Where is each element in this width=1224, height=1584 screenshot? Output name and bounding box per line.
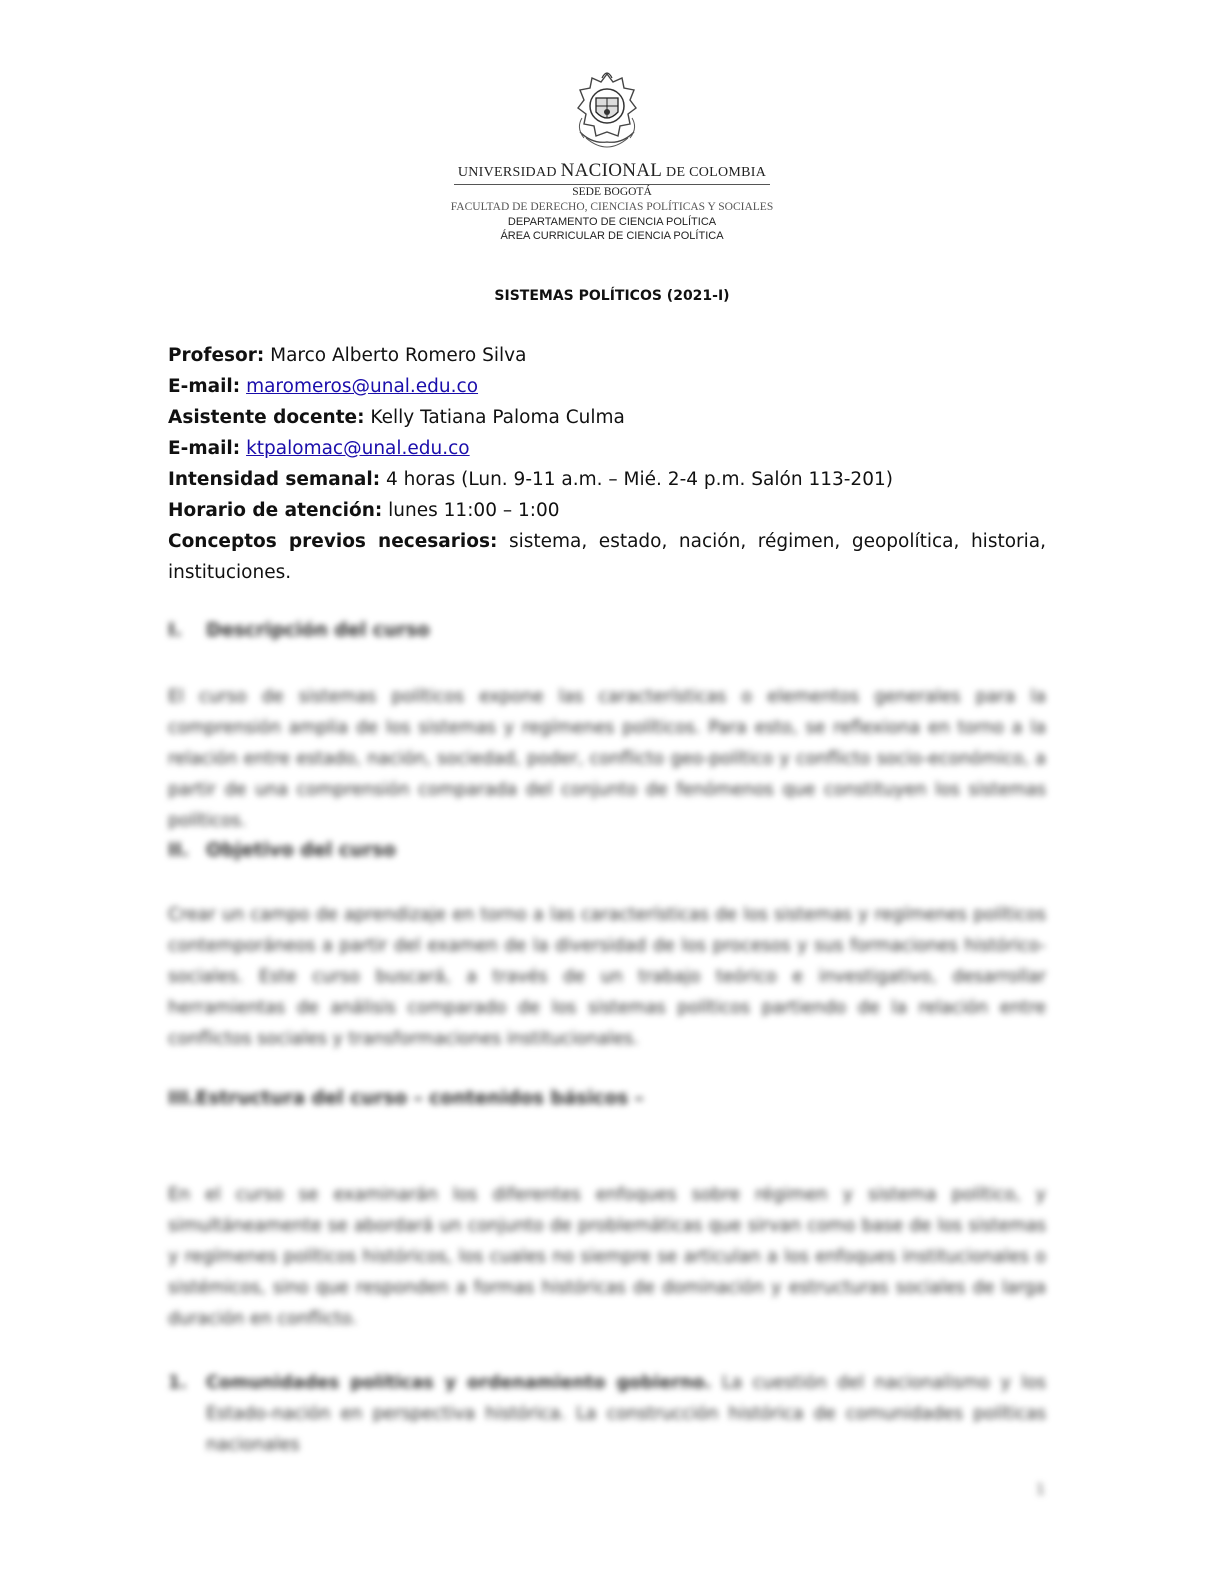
section-1-number: I. [168, 620, 182, 641]
university-prefix: UNIVERSIDAD [457, 165, 557, 180]
email1-label: E-mail: [168, 376, 241, 397]
professor-value: Marco Alberto Romero Silva [270, 345, 527, 366]
section-3-paragraph [168, 1180, 1046, 1335]
university-name [454, 160, 770, 185]
section-2-title: Objetivo del curso [206, 840, 396, 861]
course-info [168, 340, 1046, 588]
email2-row [168, 433, 1046, 464]
assistant-row [168, 402, 1046, 433]
section-3-text: En el curso se examinarán los diferentes enfoques sobre régimen y sistema político, y simultáneamente se abordará un conjunto de problemáticas que sirvan como base de los sistemas y regímenes políticos históricos, los cuales no siempre se articulan a los enfoques institucionales o sistémicos, sino que responden a formas históricas de dominación y estructuras sociales de larga duración en conflicto. [168, 1185, 1046, 1329]
department-name: DEPARTAMENTO DE CIENCIA POLÍTICA [507, 216, 717, 228]
campus-name: SEDE BOGOTÁ [572, 186, 652, 198]
section-2-text: Crear un campo de aprendizaje en torno a las características de los sistemas y regímenes políticos contemporáneos a partir del examen de la diversidad de los procesos y sus formaciones histórico-sociales. Este curso buscará, a través de un trabajo teórico e investigativo, desarrollar herramientas de análisis comparado de los sistemas políticos partiendo de la relación entre conflictos sociales y transformaciones institucionales. [168, 905, 1046, 1049]
section-2-paragraph [168, 900, 1046, 1055]
section-1-paragraph [168, 682, 1046, 837]
hours-row [168, 495, 1046, 526]
hours-value: lunes 11:00 – 1:00 [388, 500, 560, 521]
concepts-value: sistema, estado, nación, régimen, geopolítica, historia, [508, 531, 1046, 552]
assistant-value: Kelly Tatiana Paloma Culma [370, 407, 625, 428]
intensity-value: 4 horas (Lun. 9-11 a.m. – Mié. 2-4 p.m. Salón 113-201) [385, 469, 893, 490]
section-1-title: Descripción del curso [206, 620, 430, 641]
concepts-row [168, 526, 1046, 557]
email1-row [168, 371, 1046, 402]
list-item-number: 1. [168, 1373, 187, 1393]
list-item-bold: Comunidades políticas y ordenamiento gobierno. [206, 1373, 712, 1393]
area-name: ÁREA CURRICULAR DE CIENCIA POLÍTICA [500, 230, 724, 242]
intensity-row [168, 464, 1046, 495]
hours-label: Horario de atención: [168, 500, 383, 521]
section-2-number: II. [168, 840, 189, 861]
faculty-name: FACULTAD DE DERECHO, CIENCIAS POLÍTICAS Y SOCIALES [450, 201, 774, 213]
section-3-heading [168, 1088, 644, 1109]
section-2-heading [168, 840, 396, 861]
list-item-text [206, 1368, 1046, 1461]
section-1-heading [168, 620, 430, 641]
concepts-label: Conceptos previos necesarios: [168, 531, 498, 552]
page-number: 1 [1036, 1482, 1045, 1498]
assistant-label: Asistente docente: [168, 407, 365, 428]
concepts-row-continued: instituciones. [168, 562, 292, 583]
professor-label: Profesor: [168, 345, 265, 366]
university-header [0, 160, 1224, 243]
intensity-label: Intensidad semanal: [168, 469, 381, 490]
university-main: NACIONAL [560, 160, 663, 181]
university-suffix: DE COLOMBIA [666, 165, 767, 180]
university-seal-icon [572, 68, 642, 160]
section-3-title: III.Estructura del curso – contenidos básicos – [168, 1088, 644, 1109]
email2-link[interactable]: ktpalomac@unal.edu.co [246, 438, 470, 459]
document-title: SISTEMAS POLÍTICOS (2021-I) [494, 288, 730, 304]
list-item [168, 1368, 1046, 1461]
professor-row [168, 340, 1046, 371]
section-1-text: El curso de sistemas políticos expone las características o elementos generales para la comprensión amplia de los sistemas y regímenes políticos. Para esto, se reflexiona en torno a la relación entre estado, nación, sociedad, poder, conflicto geo-político y conflicto socio-económico, a partir de una comprensión comparada del conjunto de fenómenos que constituyen los sistemas políticos. [168, 687, 1046, 831]
email2-label: E-mail: [168, 438, 241, 459]
list-item-body: La cuestión del nacionalismo y los Estado-nación en perspectiva histórica. La construcción histórica de comunidades políticas nacionales [206, 1373, 1046, 1455]
email1-link[interactable]: maromeros@unal.edu.co [246, 376, 479, 397]
